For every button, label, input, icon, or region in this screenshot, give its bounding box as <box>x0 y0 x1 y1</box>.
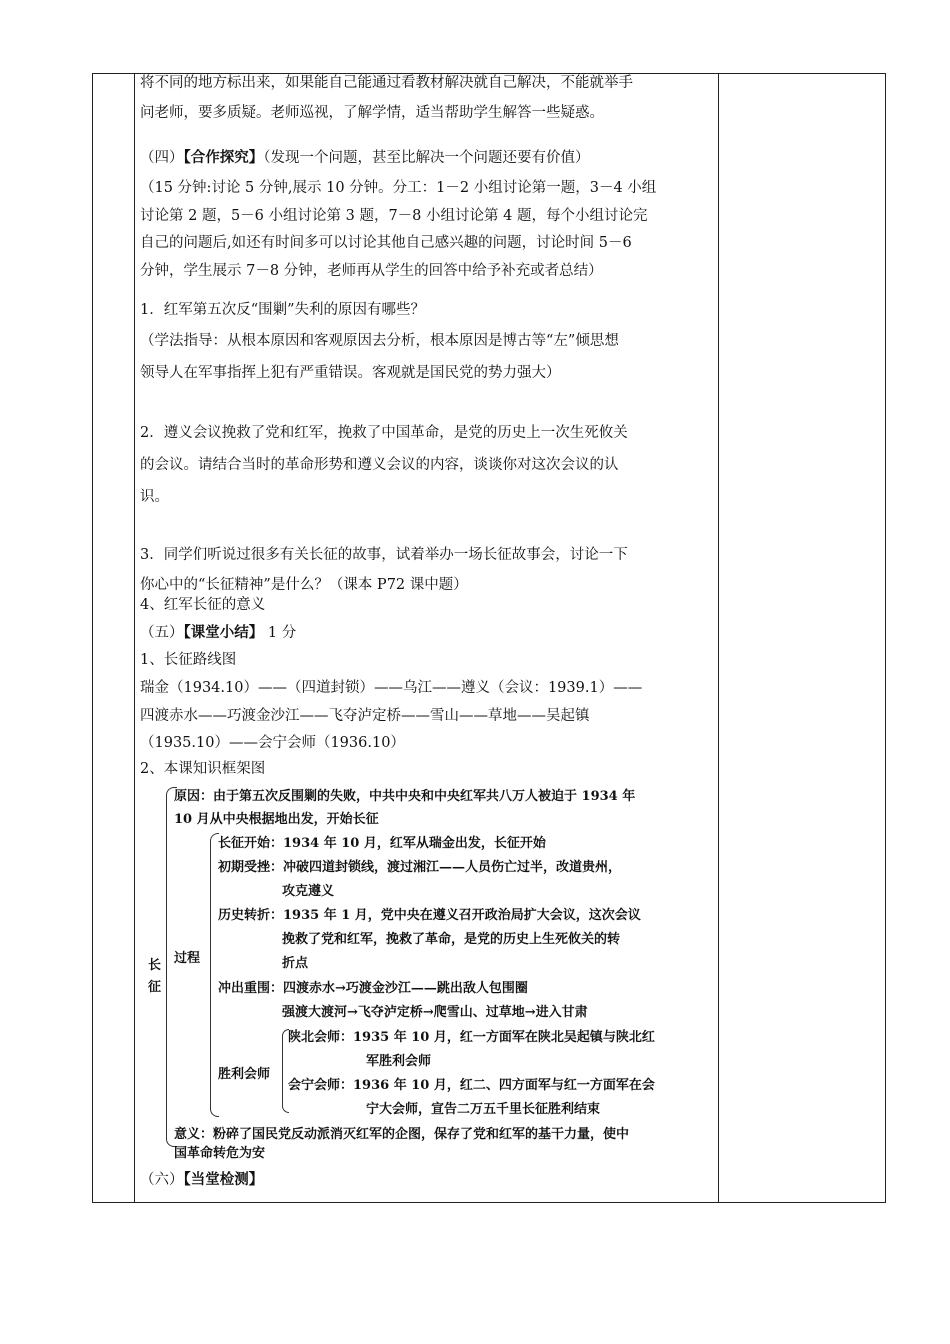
section-heading-summary: （五）【课堂小结】 1 分 <box>140 624 297 641</box>
process-turning-point-cont: 挽救了党和红军，挽救了革命，是党的历史上生死攸关的转 <box>282 932 621 947</box>
process-victory: 胜利会师 <box>218 1067 271 1082</box>
victory-huining: 会宁会师：1936 年 10 月，红二、四方面军与红一方面军在会 <box>288 1078 655 1093</box>
table-column-divider-right <box>718 74 719 1202</box>
text-line: 讨论第 2 题，5－6 小组讨论第 3 题，7－8 小组讨论第 4 题，每个小组讨论完 <box>140 208 648 224</box>
knowledge-framework-diagram <box>140 783 715 1163</box>
process-setback: 初期受挫：冲破四道封锁线，渡过湘江——人员伤亡过半，改道贵州， <box>218 860 622 875</box>
victory-huining-cont: 宁大会师，宣告二万五千里长征胜利结束 <box>366 1102 601 1117</box>
question-2-end: 识。 <box>140 489 169 505</box>
route-line: 四渡赤水——巧渡金沙江——飞夺泸定桥——雪山——草地——吴起镇 <box>140 708 590 724</box>
process-start: 长征开始：1934 年 10 月，红军从瑞金出发，长征开始 <box>218 836 546 851</box>
question-1: 1．红军第五次反“围剿”失利的原因有哪些？ <box>140 302 426 318</box>
study-guide: （学法指导：从根本原因和客观原因去分析，根本原因是博古等“左”倾思想 <box>140 333 619 349</box>
question-4: 4、红军长征的意义 <box>140 597 266 613</box>
route-line: 瑞金（1934.10）——（四道封锁）——乌江——遵义（会议：1939.1）—— <box>140 680 643 696</box>
framework-meaning-cont: 国革命转危为安 <box>174 1146 266 1161</box>
process-breakout-cont: 强渡大渡河→飞夺泸定桥→爬雪山、过草地→进入甘肃 <box>282 1005 588 1020</box>
question-2-cont: 的会议。请结合当时的革命形势和遵义会议的内容，谈谈你对这次会议的认 <box>140 457 619 473</box>
question-2: 2．遵义会议挽救了党和红军，挽救了中国革命，是党的历史上一次生死攸关 <box>140 425 628 441</box>
text-line: 分钟，学生展示 7－8 分钟，老师再从学生的回答中给予补充或者总结） <box>140 263 603 279</box>
framework-process: 过程 <box>174 951 201 966</box>
process-breakout: 冲出重围：四渡赤水→巧渡金沙江——跳出敌人包围圈 <box>218 981 528 996</box>
table-column-divider-left <box>134 74 135 1202</box>
section-heading-test: （六）【当堂检测】 <box>140 1171 264 1188</box>
process-turning-point-end: 折点 <box>282 956 309 971</box>
framework-meaning: 意义：粉碎了国民党反动派消灭红军的企图，保存了党和红军的基干力量，使中 <box>174 1127 630 1142</box>
framework-heading: 2、本课知识框架图 <box>140 761 266 777</box>
route-heading: 1、长征路线图 <box>140 652 237 668</box>
section-heading-cooperative-inquiry: （四）【合作探究】（发现一个问题，甚至比解决一个问题还要有价值） <box>140 149 590 166</box>
framework-cause-cont: 10 月从中央根据地出发，开始长征 <box>174 812 379 827</box>
text-line: 将不同的地方标出来，如果能自己能通过看教材解决就自己解决，不能就举手 <box>140 75 633 91</box>
question-3-cont: 你心中的“长征精神”是什么？（课本 P72 课中题） <box>140 577 468 593</box>
route-line: （1935.10）——会宁会师（1936.10） <box>140 735 405 751</box>
text-line: 问老师，要多质疑。老师巡视，了解学情，适当帮助学生解答一些疑惑。 <box>140 105 604 121</box>
process-turning-point: 历史转折：1935 年 1 月，党中央在遵义召开政治局扩大会议，这次会议 <box>218 908 641 923</box>
victory-shaanbei: 陕北会师：1935 年 10 月，红一方面军在陕北吴起镇与陕北红 <box>288 1030 655 1045</box>
question-3: 3．同学们听说过很多有关长征的故事，试着举办一场长征故事会，讨论一下 <box>140 547 628 563</box>
framework-root: 长征 <box>148 958 162 995</box>
study-guide-cont: 领导人在军事指挥上犯有严重错误。客观就是国民党的势力强大） <box>140 365 561 381</box>
text-line: （15 分钟:讨论 5 分钟,展示 10 分钟。分工：1－2 小组讨论第一题，3－4 小组 <box>140 180 657 196</box>
process-setback-cont: 攻克遵义 <box>282 884 335 899</box>
text-line: 自己的问题后,如还有时间多可以讨论其他自己感兴趣的问题，讨论时间 5－6 <box>140 235 632 251</box>
framework-cause: 原因：由于第五次反围剿的失败，中共中央和中央红军共八万人被迫于 1934 年 <box>174 789 636 804</box>
victory-shaanbei-cont: 军胜利会师 <box>366 1054 432 1069</box>
